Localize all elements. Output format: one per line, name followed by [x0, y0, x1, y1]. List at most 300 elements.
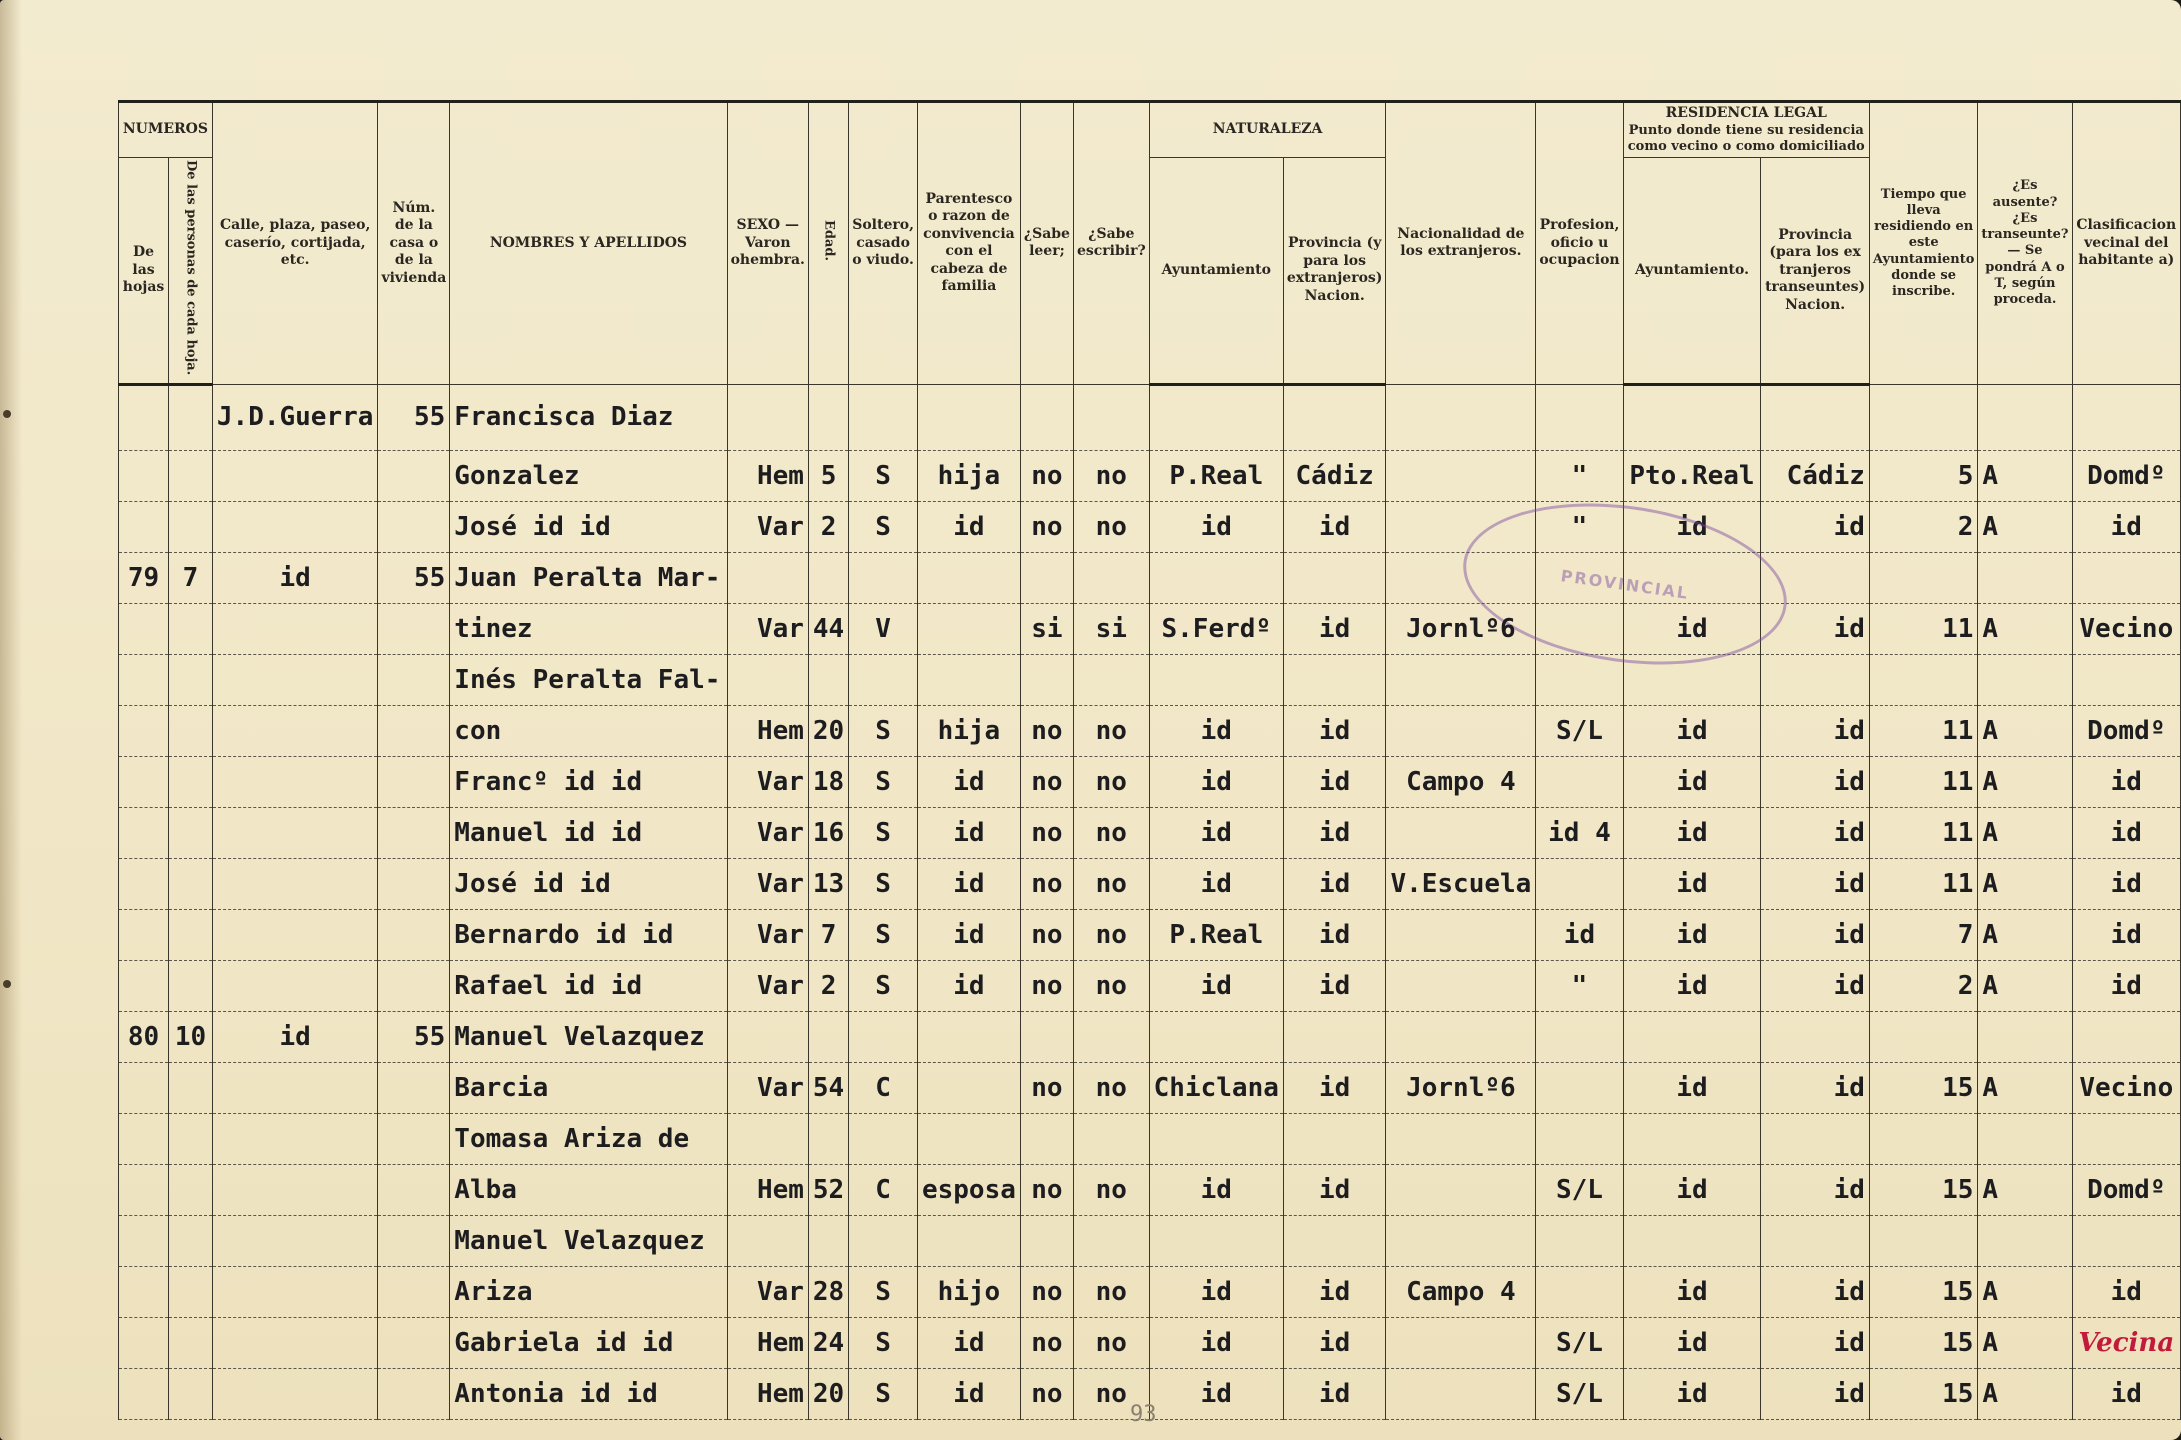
cell-res-ayto: id [1623, 1266, 1761, 1317]
cell-sexo: Var [727, 756, 808, 807]
cell-res-ayto: id [1623, 501, 1761, 552]
cell-nacionalidad [1386, 501, 1536, 552]
cell-parentesco: id [917, 501, 1020, 552]
cell-parentesco [917, 384, 1020, 450]
cell-nombre: con [450, 705, 727, 756]
cell-leer [1020, 384, 1073, 450]
cell-hoja: 80 [119, 1011, 169, 1062]
cell-edad: 5 [808, 450, 848, 501]
cell-nat-ayto: P.Real [1149, 450, 1283, 501]
cell-leer [1020, 1215, 1073, 1266]
cell-res-ayto: id [1623, 960, 1761, 1011]
cell-leer: no [1020, 1317, 1073, 1368]
cell-nombre: Alba [450, 1164, 727, 1215]
cell-nat-prov: id [1283, 909, 1386, 960]
cell-leer: no [1020, 807, 1073, 858]
cell-clasificacion: Vecino [2072, 1062, 2180, 1113]
cell-nat-ayto: id [1149, 960, 1283, 1011]
cell-sexo: Hem [727, 1368, 808, 1419]
cell-leer: no [1020, 1368, 1073, 1419]
cell-edad: 44 [808, 603, 848, 654]
cell-calle: id [212, 552, 378, 603]
cell-clasificacion: id [2072, 807, 2180, 858]
cell-sexo: Hem [727, 1164, 808, 1215]
cell-estado: S [849, 501, 918, 552]
cell-nacionalidad [1386, 1113, 1536, 1164]
table-row [119, 705, 2181, 756]
cell-hoja [119, 756, 169, 807]
cell-ausente [1978, 654, 2072, 705]
cell-parentesco [917, 1215, 1020, 1266]
cell-parentesco [917, 1062, 1020, 1113]
cell-clasificacion: Vecina [2072, 1317, 2180, 1368]
cell-hoja [119, 909, 169, 960]
cell-profesion [1536, 384, 1623, 450]
cell-nat-prov: id [1283, 1062, 1386, 1113]
cell-casa [378, 1317, 450, 1368]
cell-nacionalidad: Campo 4 [1386, 1266, 1536, 1317]
cell-parentesco: id [917, 960, 1020, 1011]
header-sabe-escribir: ¿Sabe escribir? [1073, 102, 1149, 385]
cell-res-ayto [1623, 384, 1761, 450]
header-residencia-legal [1623, 102, 1869, 158]
cell-clasificacion [2072, 384, 2180, 450]
table-row [119, 501, 2181, 552]
cell-nacionalidad [1386, 807, 1536, 858]
cell-res-ayto [1623, 1113, 1761, 1164]
cell-nat-ayto [1149, 1215, 1283, 1266]
cell-escribir: no [1073, 756, 1149, 807]
cell-casa [378, 756, 450, 807]
cell-res-ayto: id [1623, 807, 1761, 858]
header-naturaleza-provincia: Provincia (y para los extranjeros) Nacion. [1283, 158, 1386, 385]
table-row [119, 1266, 2181, 1317]
page-number: 93 [1130, 1402, 1157, 1427]
cell-profesion [1536, 756, 1623, 807]
cell-parentesco: id [917, 858, 1020, 909]
cell-nat-ayto: id [1149, 1266, 1283, 1317]
cell-nat-prov: id [1283, 756, 1386, 807]
cell-casa [378, 1266, 450, 1317]
cell-persona [169, 1164, 213, 1215]
cell-escribir: no [1073, 858, 1149, 909]
cell-sexo: Var [727, 960, 808, 1011]
cell-hoja [119, 858, 169, 909]
cell-tiempo: 7 [1869, 909, 1978, 960]
cell-casa [378, 858, 450, 909]
cell-hoja [119, 1215, 169, 1266]
cell-tiempo [1869, 1011, 1978, 1062]
cell-sexo [727, 1215, 808, 1266]
cell-estado [849, 1011, 918, 1062]
cell-estado: S [849, 858, 918, 909]
cell-calle [212, 1368, 378, 1419]
cell-escribir [1073, 384, 1149, 450]
cell-escribir [1073, 654, 1149, 705]
cell-casa: 55 [378, 384, 450, 450]
cell-hoja [119, 960, 169, 1011]
cell-edad: 7 [808, 909, 848, 960]
cell-ausente [1978, 1113, 2072, 1164]
cell-res-prov: id [1761, 960, 1870, 1011]
cell-sexo: Var [727, 501, 808, 552]
header-de-las-hojas: De las hojas [119, 158, 169, 385]
cell-estado: S [849, 450, 918, 501]
cell-ausente: A [1978, 705, 2072, 756]
header-nacionalidad: Nacionalidad de los extranjeros. [1386, 102, 1536, 385]
cell-res-prov: id [1761, 705, 1870, 756]
cell-casa [378, 1113, 450, 1164]
cell-nombre: Francº id id [450, 756, 727, 807]
header-calle: Calle, plaza, paseo, caserío, cortijada, etc. [212, 102, 378, 385]
cell-casa [378, 1368, 450, 1419]
cell-estado [849, 1113, 918, 1164]
header-sabe-leer: ¿Sabe leer; [1020, 102, 1073, 385]
cell-hoja [119, 603, 169, 654]
cell-profesion: id [1536, 909, 1623, 960]
cell-nacionalidad: V.Escuela [1386, 858, 1536, 909]
cell-nombre: Gabriela id id [450, 1317, 727, 1368]
cell-edad: 54 [808, 1062, 848, 1113]
cell-res-ayto: id [1623, 603, 1761, 654]
cell-parentesco: id [917, 1317, 1020, 1368]
cell-nacionalidad [1386, 450, 1536, 501]
cell-persona [169, 501, 213, 552]
cell-leer [1020, 552, 1073, 603]
cell-nat-ayto [1149, 384, 1283, 450]
cell-clasificacion: Domdº [2072, 450, 2180, 501]
cell-escribir: si [1073, 603, 1149, 654]
cell-edad: 13 [808, 858, 848, 909]
header-numeros: NUMEROS [119, 102, 213, 158]
cell-ausente: A [1978, 603, 2072, 654]
cell-tiempo: 15 [1869, 1266, 1978, 1317]
cell-profesion: " [1536, 450, 1623, 501]
cell-nacionalidad [1386, 1164, 1536, 1215]
cell-persona [169, 1215, 213, 1266]
cell-edad: 2 [808, 960, 848, 1011]
cell-nat-ayto [1149, 552, 1283, 603]
cell-calle [212, 1215, 378, 1266]
cell-nat-ayto: id [1149, 1368, 1283, 1419]
cell-leer [1020, 1113, 1073, 1164]
cell-nombre: tinez [450, 603, 727, 654]
cell-ausente: A [1978, 909, 2072, 960]
cell-sexo: Var [727, 603, 808, 654]
cell-calle [212, 705, 378, 756]
table-row [119, 858, 2181, 909]
cell-nombre: José id id [450, 858, 727, 909]
cell-escribir: no [1073, 909, 1149, 960]
cell-hoja [119, 1317, 169, 1368]
cell-nat-ayto: S.Ferdº [1149, 603, 1283, 654]
cell-calle [212, 603, 378, 654]
cell-nacionalidad [1386, 960, 1536, 1011]
header-residencia-provincia: Provincia (para los ex tranjeros transeuntes) Nacion. [1761, 158, 1870, 385]
cell-clasificacion: Domdº [2072, 1164, 2180, 1215]
header-profesion: Profesion, oficio u ocupacion [1536, 102, 1623, 385]
cell-leer: no [1020, 1164, 1073, 1215]
cell-sexo: Hem [727, 1317, 808, 1368]
cell-tiempo: 11 [1869, 858, 1978, 909]
cell-nombre: Inés Peralta Fal- [450, 654, 727, 705]
cell-clasificacion [2072, 1011, 2180, 1062]
cell-ausente [1978, 1215, 2072, 1266]
cell-ausente: A [1978, 756, 2072, 807]
cell-nombre: Rafael id id [450, 960, 727, 1011]
cell-profesion: " [1536, 501, 1623, 552]
cell-leer: no [1020, 858, 1073, 909]
cell-hoja [119, 1164, 169, 1215]
cell-ausente: A [1978, 1164, 2072, 1215]
table-row [119, 909, 2181, 960]
cell-nat-prov: id [1283, 603, 1386, 654]
cell-sexo [727, 384, 808, 450]
cell-nat-ayto: id [1149, 1317, 1283, 1368]
cell-edad [808, 1011, 848, 1062]
cell-tiempo: 2 [1869, 960, 1978, 1011]
cell-ausente [1978, 1011, 2072, 1062]
table-body [119, 384, 2181, 1419]
cell-estado [849, 552, 918, 603]
cell-casa [378, 1164, 450, 1215]
cell-sexo: Hem [727, 450, 808, 501]
cell-calle [212, 1062, 378, 1113]
cell-res-prov: id [1761, 756, 1870, 807]
cell-clasificacion: id [2072, 858, 2180, 909]
cell-hoja: 79 [119, 552, 169, 603]
cell-nacionalidad: Jornlº6 [1386, 1062, 1536, 1113]
cell-edad: 16 [808, 807, 848, 858]
cell-persona [169, 384, 213, 450]
header-num-casa: Núm. de la casa o de la vivienda [378, 102, 450, 385]
cell-persona [169, 807, 213, 858]
cell-nat-prov: id [1283, 858, 1386, 909]
cell-hoja [119, 654, 169, 705]
cell-edad: 24 [808, 1317, 848, 1368]
cell-nat-prov: id [1283, 807, 1386, 858]
cell-persona: 7 [169, 552, 213, 603]
cell-ausente: A [1978, 807, 2072, 858]
cell-sexo: Var [727, 1062, 808, 1113]
cell-profesion [1536, 1113, 1623, 1164]
header-edad-label: Edad. [821, 220, 837, 262]
cell-nat-ayto: id [1149, 501, 1283, 552]
cell-casa [378, 960, 450, 1011]
cell-clasificacion [2072, 552, 2180, 603]
cell-nacionalidad [1386, 1368, 1536, 1419]
cell-res-ayto: id [1623, 858, 1761, 909]
cell-persona [169, 1266, 213, 1317]
cell-res-prov: id [1761, 501, 1870, 552]
cell-estado: S [849, 756, 918, 807]
cell-clasificacion [2072, 654, 2180, 705]
cell-casa [378, 603, 450, 654]
cell-parentesco [917, 1011, 1020, 1062]
cell-res-prov: id [1761, 1062, 1870, 1113]
table-row [119, 1215, 2181, 1266]
cell-res-prov: id [1761, 603, 1870, 654]
cell-res-prov [1761, 1011, 1870, 1062]
cell-tiempo: 15 [1869, 1164, 1978, 1215]
cell-estado: S [849, 1317, 918, 1368]
cell-parentesco [917, 603, 1020, 654]
table-row [119, 552, 2181, 603]
cell-escribir: no [1073, 1317, 1149, 1368]
cell-escribir: no [1073, 1062, 1149, 1113]
cell-casa: 55 [378, 552, 450, 603]
cell-clasificacion: id [2072, 960, 2180, 1011]
cell-nacionalidad [1386, 1317, 1536, 1368]
cell-nombre: Manuel id id [450, 807, 727, 858]
cell-parentesco: hijo [917, 1266, 1020, 1317]
cell-res-ayto: id [1623, 705, 1761, 756]
cell-hoja [119, 1062, 169, 1113]
cell-res-ayto: id [1623, 1368, 1761, 1419]
cell-ausente: A [1978, 1317, 2072, 1368]
cell-persona [169, 654, 213, 705]
cell-nat-prov [1283, 654, 1386, 705]
cell-res-prov [1761, 1113, 1870, 1164]
cell-leer: no [1020, 501, 1073, 552]
cell-casa [378, 501, 450, 552]
cell-clasificacion: id [2072, 756, 2180, 807]
cell-sexo [727, 654, 808, 705]
cell-parentesco [917, 552, 1020, 603]
cell-res-ayto [1623, 1011, 1761, 1062]
header-sexo: SEXO — Varon ohembra. [727, 102, 808, 385]
cell-persona [169, 1368, 213, 1419]
cell-calle [212, 501, 378, 552]
cell-tiempo [1869, 384, 1978, 450]
cell-ausente: A [1978, 1266, 2072, 1317]
cell-estado: S [849, 1368, 918, 1419]
cell-nat-prov: Cádiz [1283, 450, 1386, 501]
cell-leer: no [1020, 705, 1073, 756]
cell-res-ayto: id [1623, 756, 1761, 807]
cell-nat-prov [1283, 384, 1386, 450]
cell-sexo: Var [727, 909, 808, 960]
cell-nat-prov: id [1283, 1317, 1386, 1368]
cell-nat-ayto: id [1149, 756, 1283, 807]
cell-nat-ayto [1149, 1011, 1283, 1062]
cell-persona [169, 603, 213, 654]
cell-calle: id [212, 1011, 378, 1062]
cell-sexo: Var [727, 858, 808, 909]
cell-parentesco: hija [917, 450, 1020, 501]
cell-hoja [119, 1368, 169, 1419]
cell-profesion [1536, 1215, 1623, 1266]
cell-tiempo: 15 [1869, 1317, 1978, 1368]
cell-ausente: A [1978, 501, 2072, 552]
cell-calle [212, 756, 378, 807]
cell-profesion: id 4 [1536, 807, 1623, 858]
header-naturaleza: NATURALEZA [1149, 102, 1386, 158]
cell-nat-ayto: id [1149, 1164, 1283, 1215]
cell-persona [169, 1062, 213, 1113]
table-row [119, 807, 2181, 858]
header-naturaleza-ayuntamiento: Ayuntamiento [1149, 158, 1283, 385]
cell-escribir: no [1073, 960, 1149, 1011]
header-estado: Soltero, casado o viudo. [849, 102, 918, 385]
cell-parentesco: hija [917, 705, 1020, 756]
cell-edad: 52 [808, 1164, 848, 1215]
cell-tiempo [1869, 552, 1978, 603]
cell-casa [378, 450, 450, 501]
cell-nat-prov: id [1283, 960, 1386, 1011]
cell-calle [212, 450, 378, 501]
cell-calle [212, 858, 378, 909]
cell-estado: C [849, 1062, 918, 1113]
cell-res-prov: id [1761, 1266, 1870, 1317]
cell-ausente: A [1978, 858, 2072, 909]
cell-edad [808, 552, 848, 603]
cell-escribir: no [1073, 1266, 1149, 1317]
cell-ausente [1978, 384, 2072, 450]
cell-tiempo: 11 [1869, 756, 1978, 807]
cell-nat-ayto: P.Real [1149, 909, 1283, 960]
cell-res-prov: Cádiz [1761, 450, 1870, 501]
cell-edad [808, 1113, 848, 1164]
cell-res-prov: id [1761, 807, 1870, 858]
census-table [118, 100, 2181, 1420]
cell-leer: no [1020, 909, 1073, 960]
cell-edad [808, 654, 848, 705]
cell-casa [378, 654, 450, 705]
cell-persona: 10 [169, 1011, 213, 1062]
cell-escribir: no [1073, 450, 1149, 501]
cell-nombre: Manuel Velazquez [450, 1011, 727, 1062]
cell-casa [378, 807, 450, 858]
cell-nacionalidad: Campo 4 [1386, 756, 1536, 807]
cell-parentesco [917, 1113, 1020, 1164]
cell-hoja [119, 705, 169, 756]
cell-nat-prov: id [1283, 1164, 1386, 1215]
cell-edad: 18 [808, 756, 848, 807]
cell-leer: no [1020, 1266, 1073, 1317]
cell-sexo [727, 552, 808, 603]
cell-res-prov: id [1761, 909, 1870, 960]
cell-profesion: S/L [1536, 1368, 1623, 1419]
cell-sexo: Var [727, 807, 808, 858]
cell-estado: S [849, 1266, 918, 1317]
binding-hole [3, 410, 11, 418]
cell-casa [378, 1062, 450, 1113]
cell-nombre: Manuel Velazquez [450, 1215, 727, 1266]
cell-nat-prov: id [1283, 705, 1386, 756]
cell-sexo [727, 1113, 808, 1164]
cell-nombre: Juan Peralta Mar- [450, 552, 727, 603]
table-row [119, 384, 2181, 450]
cell-clasificacion: id [2072, 909, 2180, 960]
table-row [119, 1113, 2181, 1164]
cell-res-ayto: id [1623, 1062, 1761, 1113]
cell-parentesco: id [917, 1368, 1020, 1419]
cell-nacionalidad [1386, 705, 1536, 756]
cell-tiempo [1869, 1113, 1978, 1164]
cell-estado [849, 1215, 918, 1266]
cell-tiempo: 11 [1869, 705, 1978, 756]
cell-nombre: Ariza [450, 1266, 727, 1317]
cell-nat-prov [1283, 1011, 1386, 1062]
cell-leer: no [1020, 960, 1073, 1011]
cell-profesion: S/L [1536, 705, 1623, 756]
cell-clasificacion: id [2072, 1266, 2180, 1317]
cell-clasificacion: Vecino [2072, 603, 2180, 654]
table-row [119, 960, 2181, 1011]
cell-res-prov: id [1761, 858, 1870, 909]
cell-calle: J.D.Guerra [212, 384, 378, 450]
